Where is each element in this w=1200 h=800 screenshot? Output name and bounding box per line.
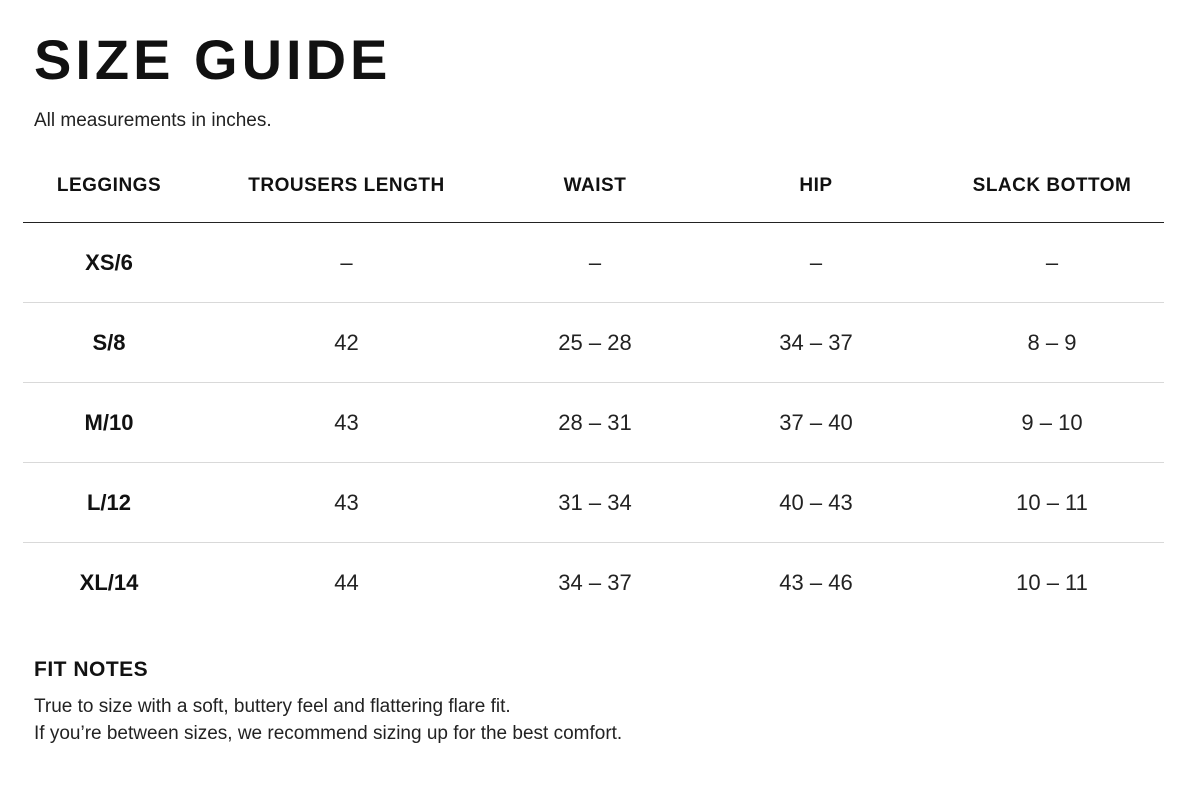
- hip-cell: 37 – 40: [692, 383, 940, 463]
- table-row: [23, 383, 1164, 463]
- size-label: S/8: [23, 303, 195, 383]
- page-subtitle: All measurements in inches.: [34, 110, 272, 131]
- hip-cell: 43 – 46: [779, 569, 853, 595]
- fit-note-line: If you’re between sizes, we recommend sizing up for the best comfort.: [34, 723, 623, 744]
- table-row: [23, 463, 1164, 543]
- fit-notes-heading: FIT NOTES: [34, 658, 149, 681]
- waist-cell: 25 – 28: [498, 303, 692, 383]
- hip-cell: 40 – 43: [692, 463, 940, 543]
- size-table: [23, 150, 1164, 622]
- column-header-slack-bottom: SLACK BOTTOM: [940, 150, 1164, 223]
- fit-note-line: True to size with a soft, buttery feel and flattering flare fit.: [34, 696, 511, 717]
- size-label: XL/14: [79, 569, 139, 595]
- slack-bottom-cell: 10 – 11: [1016, 569, 1088, 595]
- trousers-length-cell: –: [195, 223, 498, 303]
- size-label: M/10: [23, 383, 195, 463]
- size-label: XS/6: [23, 223, 195, 303]
- table-row: [23, 303, 1164, 383]
- trousers-length-cell: 44: [334, 569, 359, 595]
- table-header-row: [23, 150, 1164, 223]
- size-label: L/12: [23, 463, 195, 543]
- waist-cell: 34 – 37: [558, 569, 632, 595]
- waist-cell: 31 – 34: [498, 463, 692, 543]
- slack-bottom-cell: 9 – 10: [940, 383, 1164, 463]
- trousers-length-cell: 43: [195, 463, 498, 543]
- table-row: [23, 543, 1164, 623]
- slack-bottom-cell: 8 – 9: [940, 303, 1164, 383]
- hip-cell: 34 – 37: [692, 303, 940, 383]
- trousers-length-cell: 43: [195, 383, 498, 463]
- trousers-length-cell: 42: [195, 303, 498, 383]
- hip-cell: –: [692, 223, 940, 303]
- slack-bottom-cell: 10 – 11: [940, 463, 1164, 543]
- column-header-hip: HIP: [692, 150, 940, 223]
- column-header-waist: WAIST: [498, 150, 692, 223]
- table-row: [23, 223, 1164, 303]
- column-header-trousers-length: TROUSERS LENGTH: [195, 150, 498, 223]
- slack-bottom-cell: –: [940, 223, 1164, 303]
- page-title: SIZE GUIDE: [34, 28, 392, 91]
- waist-cell: –: [498, 223, 692, 303]
- waist-cell: 28 – 31: [498, 383, 692, 463]
- column-header-leggings: LEGGINGS: [23, 150, 195, 223]
